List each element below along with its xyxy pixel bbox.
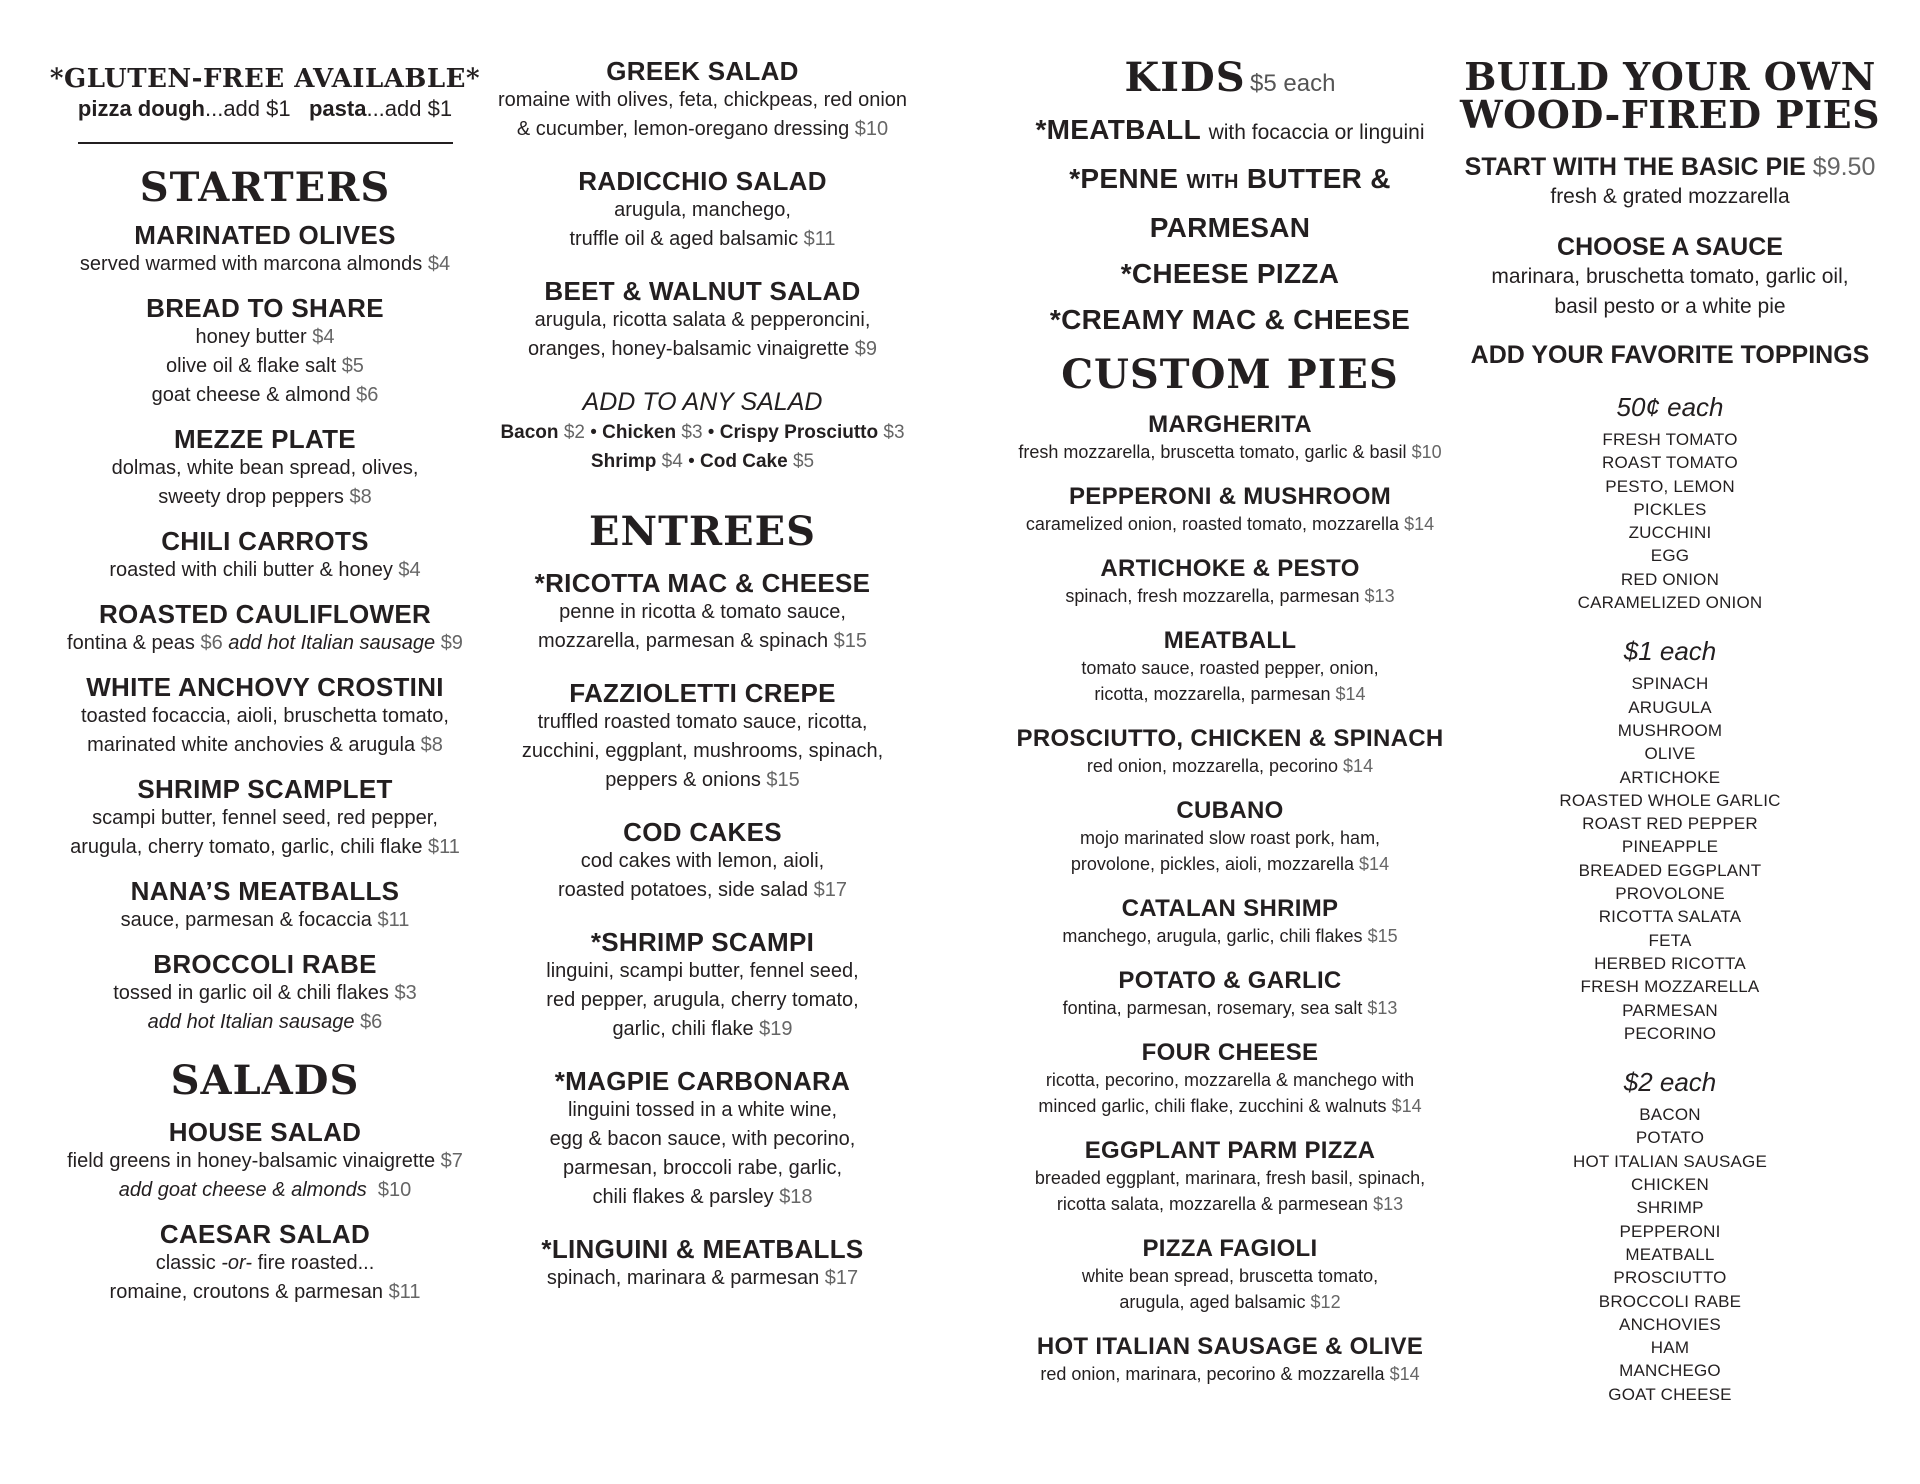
item-desc: roasted with chili butter & honey $4 [109, 559, 421, 581]
item-name: PROSCIUTTO, CHICKEN & SPINACH [1016, 725, 1444, 752]
item-price: $17 [813, 879, 848, 901]
item-desc: manchego, arugula, garlic, chili flakes $15 [1062, 926, 1398, 946]
item-desc: marinated white anchovies & arugula $8 [87, 734, 443, 756]
topping-item: BROCCOLI RABE [1598, 1291, 1742, 1311]
item-price: $8 [420, 734, 443, 756]
byo-step-basic [1450, 152, 1890, 212]
add-to-salad-line2: Shrimp $4 • Cod Cake $5 [590, 451, 815, 472]
item-name: PEPPERONI & MUSHROOM [1068, 483, 1392, 510]
item-add-on: add goat cheese & almonds $10 [118, 1179, 412, 1201]
item-name: HOT ITALIAN SAUSAGE & OLIVE [1036, 1333, 1424, 1360]
item-price: $8 [349, 486, 372, 508]
step-name: CHOOSE A SAUCE [1557, 233, 1783, 261]
item-price: $13 [1367, 998, 1398, 1018]
topping-item: ZUCCHINI [1628, 523, 1712, 543]
column-salads-entrees [490, 0, 915, 1315]
item-name: ARTICHOKE & PESTO [1100, 555, 1360, 582]
item-desc: ricotta, pecorino, mozzarella & manchego with [1045, 1070, 1415, 1090]
item-price: $10 [854, 118, 889, 140]
topping-list [1450, 672, 1890, 1045]
item-name: BREAD TO SHARE [146, 293, 384, 323]
byo-step-sauce [1450, 232, 1890, 322]
item-price: $4 [427, 253, 451, 275]
topping-item: ROASTED WHOLE GARLIC [1559, 790, 1781, 810]
tier-label: 50¢ each [1616, 392, 1724, 422]
item-desc: egg & bacon sauce, with pecorino, [549, 1128, 856, 1150]
tier-label: $2 each [1623, 1067, 1717, 1098]
item-desc: penne in ricotta & tomato sauce, [559, 601, 846, 623]
menu-item-pepperoni-mushroom [1010, 483, 1450, 537]
menu-item-beet-salad [490, 276, 915, 364]
item-price: $19 [759, 1018, 793, 1040]
item-name: ROASTED CAULIFLOWER [98, 599, 432, 629]
item-name: GREEK SALAD [606, 56, 799, 86]
topping-item: PICKLES [1633, 499, 1707, 519]
gf-pasta-price: ...add $1 [366, 96, 453, 121]
menu-item-margherita [1010, 411, 1450, 465]
menu-item-chili-carrots [40, 526, 490, 585]
item-desc: & cucumber, lemon-oregano dressing $10 [516, 118, 889, 140]
kids-item-mac: *CREAMY MAC & CHEESE [1049, 304, 1411, 335]
item-desc: cod cakes with lemon, aioli, [580, 850, 825, 872]
item-price: $6 [356, 384, 379, 406]
divider [78, 142, 453, 144]
item-desc: arugula, cherry tomato, garlic, chili flake $11 [70, 836, 460, 858]
item-desc: fontina & peas $6 add hot Italian sausage $9 [67, 632, 463, 654]
item-desc: red pepper, arugula, cherry tomato, [546, 989, 859, 1011]
menu-item-greek-salad [490, 56, 915, 144]
menu-item-pizza-fagioli [1010, 1235, 1450, 1315]
topping-item: BACON [1639, 1105, 1701, 1125]
menu-item-linguini-meatballs [490, 1234, 915, 1293]
menu-item-cod-cakes [490, 817, 915, 905]
item-desc: field greens in honey-balsamic vinaigrette $7 [67, 1150, 463, 1172]
item-name: COD CAKES [623, 817, 782, 847]
item-name: PIZZA FAGIOLI [1142, 1235, 1318, 1262]
topping-item: CARAMELIZED ONION [1577, 593, 1763, 613]
item-desc: ricotta salata, mozzarella & parmesean $13 [1056, 1194, 1404, 1214]
item-price: $14 [1389, 1364, 1420, 1384]
column-starters [40, 0, 490, 1321]
item-name: CHILI CARROTS [161, 526, 369, 556]
item-desc: classic -or- fire roasted... [155, 1252, 375, 1274]
gluten-free-options [40, 94, 490, 124]
item-desc: spinach, marinara & parmesan $17 [546, 1267, 859, 1289]
add-to-salad-title: ADD TO ANY SALAD [582, 388, 823, 416]
topping-item: PEPPERONI [1619, 1221, 1721, 1241]
topping-item: MANCHEGO [1619, 1361, 1721, 1381]
item-price: $13 [1364, 586, 1395, 606]
item-desc: tomato sauce, roasted pepper, onion, [1081, 658, 1379, 678]
item-name: *SHRIMP SCAMPI [590, 927, 815, 957]
item-desc: garlic, chili flake $19 [612, 1018, 793, 1040]
item-price: $11 [428, 836, 460, 858]
item-desc: toasted focaccia, aioli, bruschetta tomato, [81, 705, 449, 727]
step-desc: marinara, bruschetta tomato, garlic oil, [1491, 265, 1849, 288]
item-desc: arugula, manchego, [614, 199, 791, 221]
item-desc: red onion, mozzarella, pecorino $14 [1086, 756, 1374, 776]
gf-pasta-label: pasta [308, 96, 367, 121]
item-price: $13 [1373, 1194, 1404, 1214]
topping-item: ROAST RED PEPPER [1582, 814, 1758, 834]
tier-label: $1 each [1623, 636, 1717, 667]
item-desc: linguini, scampi butter, fennel seed, [546, 960, 859, 982]
item-desc: scampi butter, fennel seed, red pepper, [92, 807, 438, 829]
item-price: $14 [1359, 854, 1390, 874]
item-desc: mojo marinated slow roast pork, ham, [1079, 828, 1381, 848]
menu-item-bread-to-share [40, 293, 490, 410]
item-name: NANA’S MEATBALLS [130, 876, 400, 906]
menu-item-prosciutto-chicken-spinach [1010, 725, 1450, 779]
topping-item: ARTICHOKE [1619, 767, 1721, 787]
starters-heading: STARTERS [139, 164, 391, 211]
item-name: MARINATED OLIVES [134, 220, 396, 250]
topping-item: MEATBALL [1625, 1244, 1715, 1264]
item-desc: oranges, honey-balsamic vinaigrette $9 [527, 338, 878, 360]
item-add-on-price: $9 [440, 632, 463, 654]
item-price: $5 [341, 355, 364, 377]
topping-item: HERBED RICOTTA [1594, 953, 1746, 973]
topping-item: HAM [1650, 1338, 1690, 1358]
menu-item-magpie-carbonara [490, 1066, 915, 1212]
item-desc: peppers & onions $15 [605, 769, 800, 791]
menu-item-white-anchovy-crostini [40, 672, 490, 760]
item-price: $14 [1391, 1096, 1422, 1116]
entrees-list [490, 568, 915, 1293]
item-name: EGGPLANT PARM PIZZA [1084, 1137, 1376, 1164]
item-add-on [40, 1008, 490, 1037]
item-desc: served warmed with marcona almonds $4 [79, 253, 451, 275]
item-price: $11 [388, 1281, 421, 1303]
item-desc: zucchini, eggplant, mushrooms, spinach, [521, 740, 884, 762]
topping-item: ROAST TOMATO [1602, 453, 1738, 473]
item-price: $6 [200, 632, 223, 654]
item-desc: truffle oil & aged balsamic $11 [569, 228, 836, 250]
byo-step-toppings [1450, 340, 1890, 370]
gf-dough-label: pizza dough [77, 96, 205, 121]
item-name: FOUR CHEESE [1141, 1039, 1319, 1066]
item-price: $9 [854, 338, 878, 360]
menu-item-house-salad [40, 1117, 490, 1205]
item-desc: sweety drop peppers $8 [158, 486, 372, 508]
item-desc: fresh mozzarella, bruscetta tomato, garlic & basil $10 [1018, 442, 1442, 462]
item-add-on-price: $6 [360, 1011, 383, 1033]
item-price: $12 [1310, 1292, 1341, 1312]
item-price: $14 [1343, 756, 1374, 776]
topping-list [1450, 1103, 1890, 1406]
topping-item: FRESH TOMATO [1602, 430, 1738, 449]
menu-item-roasted-cauliflower [40, 599, 490, 658]
item-name: MEZZE PLATE [174, 424, 356, 454]
item-desc: breaded eggplant, marinara, fresh basil, spinach, [1034, 1168, 1426, 1188]
menu-item-shrimp-scampi [490, 927, 915, 1044]
item-name: BROCCOLI RABE [153, 949, 377, 979]
kids-header [1010, 54, 1450, 101]
item-add-on-label: add hot Italian sausage [147, 1011, 355, 1033]
column-kids-custom-pies [1010, 0, 1450, 1405]
item-desc: tossed in garlic oil & chili flakes $3 [113, 982, 417, 1004]
item-price: $7 [440, 1150, 463, 1172]
item-price: $15 [766, 769, 800, 791]
item-desc: goat cheese & almond $6 [151, 384, 379, 406]
item-name: *RICOTTA MAC & CHEESE [534, 568, 871, 598]
kids-item-cheese-pizza: *CHEESE PIZZA [1120, 258, 1340, 289]
item-price: $17 [824, 1267, 859, 1289]
topping-item: BREADED EGGPLANT [1578, 860, 1762, 880]
topping-item: PESTO, LEMON [1605, 476, 1735, 496]
item-desc: romaine, croutons & parmesan $11 [109, 1281, 421, 1303]
item-desc: provolone, pickles, aioli, mozzarella $14 [1070, 854, 1390, 874]
item-desc: mozzarella, parmesan & spinach $15 [537, 630, 868, 652]
menu-item-marinated-olives [40, 220, 490, 279]
item-name: *LINGUINI & MEATBALLS [541, 1234, 864, 1264]
item-desc: chili flakes & parsley $18 [592, 1186, 813, 1208]
step-desc: basil pesto or a white pie [1554, 295, 1786, 318]
item-price: $15 [833, 630, 868, 652]
menu-item-fazzioletti-crepe [490, 678, 915, 795]
item-price: $14 [1335, 684, 1366, 704]
topping-item: RED ONION [1620, 569, 1720, 589]
topping-item: PINEAPPLE [1621, 837, 1719, 857]
topping-item: GOAT CHEESE [1608, 1384, 1732, 1404]
topping-item: SPINACH [1631, 674, 1709, 694]
topping-item: RICOTTA SALATA [1598, 907, 1742, 927]
topping-item: CHICKEN [1631, 1175, 1709, 1195]
item-name: BEET & WALNUT SALAD [544, 276, 861, 306]
menu-item-mezze-plate [40, 424, 490, 512]
add-to-any-salad [490, 386, 915, 476]
item-desc: arugula, ricotta salata & pepperoncini, [534, 309, 871, 331]
item-price: $11 [803, 228, 836, 250]
menu-item-shrimp-scamplet [40, 774, 490, 862]
step-name: ADD YOUR FAVORITE TOPPINGS [1470, 341, 1870, 369]
item-name: HOUSE SALAD [168, 1117, 362, 1147]
item-desc: arugula, aged balsamic $12 [1119, 1292, 1341, 1312]
item-desc: honey butter $4 [195, 326, 335, 348]
menu-item-catalan-shrimp [1010, 895, 1450, 949]
topping-item: ARUGULA [1628, 697, 1712, 717]
topping-item: PROVOLONE [1615, 884, 1725, 904]
topping-item: FRESH MOZZARELLA [1580, 977, 1760, 997]
kids-list [1010, 107, 1450, 343]
topping-item: ANCHOVIES [1619, 1314, 1721, 1334]
topping-item: POTATO [1635, 1128, 1705, 1148]
topping-list [1450, 428, 1890, 614]
item-price: $3 [394, 982, 417, 1004]
item-desc: red onion, marinara, pecorino & mozzarella $14 [1040, 1364, 1420, 1384]
menu-item-potato-garlic [1010, 967, 1450, 1021]
step-name: START WITH THE BASIC PIE $9.50 [1464, 153, 1876, 181]
item-desc: truffled roasted tomato sauce, ricotta, [537, 711, 868, 733]
topping-item: SHRIMP [1636, 1198, 1704, 1218]
item-name: WHITE ANCHOVY CROSTINI [86, 672, 444, 702]
item-price: $18 [779, 1186, 813, 1208]
item-desc: dolmas, white bean spread, olives, [111, 457, 419, 479]
item-desc: caramelized onion, roasted tomato, mozzarella $14 [1025, 514, 1435, 534]
item-desc: sauce, parmesan & focaccia $11 [120, 909, 410, 931]
item-name: CATALAN SHRIMP [1121, 895, 1339, 922]
topping-item: PROSCIUTTO [1613, 1268, 1727, 1288]
topping-item: HOT ITALIAN SAUSAGE [1573, 1151, 1767, 1171]
menu-item-hot-italian-sausage-olive [1010, 1333, 1450, 1387]
item-desc: parmesan, broccoli rabe, garlic, [562, 1157, 842, 1179]
kids-item-meatball: *MEATBALL with focaccia or linguini [1035, 114, 1425, 145]
item-desc: olive oil & flake salt $5 [166, 355, 364, 377]
item-price: $10 [1411, 442, 1442, 462]
item-name: FAZZIOLETTI CREPE [569, 678, 836, 708]
item-name: RADICCHIO SALAD [578, 166, 827, 196]
item-price: $4 [312, 326, 335, 348]
item-name: POTATO & GARLIC [1118, 967, 1342, 994]
item-name: SHRIMP SCAMPLET [137, 774, 393, 804]
menu-item-ricotta-mac-cheese [490, 568, 915, 656]
custom-pies-list [1010, 411, 1450, 1387]
topping-item: OLIVE [1644, 744, 1696, 764]
menu-item-cubano [1010, 797, 1450, 877]
entrees-heading: ENTREES [589, 508, 816, 555]
gluten-free-title: *GLUTEN-FREE AVAILABLE* [49, 64, 481, 94]
add-to-salad-line1: Bacon $2 • Chicken $3 • Crispy Prosciutto $3 [500, 422, 905, 443]
item-name: MEATBALL [1163, 627, 1297, 654]
item-price: $15 [1367, 926, 1398, 946]
kids-item-penne: *PENNE WITH BUTTER & PARMESAN [1069, 163, 1391, 243]
menu-item-caesar-salad [40, 1219, 490, 1307]
item-desc: spinach, fresh mozzarella, parmesan $13 [1065, 586, 1395, 606]
item-desc: white bean spread, bruscetta tomato, [1081, 1266, 1379, 1286]
menu-item-eggplant-parm-pizza [1010, 1137, 1450, 1217]
item-name: CUBANO [1176, 797, 1284, 824]
item-desc: linguini tossed in a white wine, [567, 1099, 838, 1121]
item-price: $14 [1404, 514, 1435, 534]
item-name: MARGHERITA [1148, 411, 1312, 438]
item-desc: romaine with olives, feta, chickpeas, red onion [497, 89, 908, 111]
gf-dough-price: ...add $1 [204, 96, 291, 121]
item-desc: minced garlic, chili flake, zucchini & walnuts $14 [1038, 1096, 1422, 1116]
menu-item-nana-s-meatballs [40, 876, 490, 935]
topping-item: PARMESAN [1622, 1000, 1718, 1020]
item-name: CAESAR SALAD [159, 1219, 371, 1249]
step-desc: fresh & grated mozzarella [1550, 185, 1790, 208]
item-desc: roasted potatoes, side salad $17 [557, 879, 848, 901]
salads-heading: SALADS [170, 1057, 360, 1104]
menu-item-meatball [1010, 627, 1450, 707]
kids-heading: KIDS [1124, 54, 1246, 101]
item-desc: fontina, parmesan, rosemary, sea salt $13 [1062, 998, 1398, 1018]
column-build-your-own [1450, 0, 1890, 1406]
item-add-on: add hot Italian sausage [228, 632, 436, 654]
topping-item: EGG [1650, 546, 1690, 566]
custom-pies-heading: CUSTOM PIES [1061, 351, 1399, 398]
toppings-tiers [1450, 390, 1890, 1406]
item-price: $11 [377, 909, 410, 931]
starters-list [40, 220, 490, 1037]
topping-item: FETA [1648, 930, 1692, 950]
menu-item-radicchio-salad [490, 166, 915, 254]
menu-item-artichoke-pesto [1010, 555, 1450, 609]
item-name: *MAGPIE CARBONARA [554, 1066, 851, 1096]
item-desc: ricotta, mozzarella, parmesan $14 [1094, 684, 1366, 704]
menu-item-four-cheese [1010, 1039, 1450, 1119]
byo-title-line2: WOOD-FIRED PIES [1459, 92, 1881, 137]
kids-price: $5 each [1250, 70, 1336, 97]
menu-item-broccoli-rabe [40, 949, 490, 1037]
item-price: $4 [398, 559, 421, 581]
topping-item: PECORINO [1623, 1023, 1717, 1043]
topping-item: MUSHROOM [1617, 720, 1723, 740]
byo-title-line1: BUILD YOUR OWN [1464, 54, 1876, 99]
